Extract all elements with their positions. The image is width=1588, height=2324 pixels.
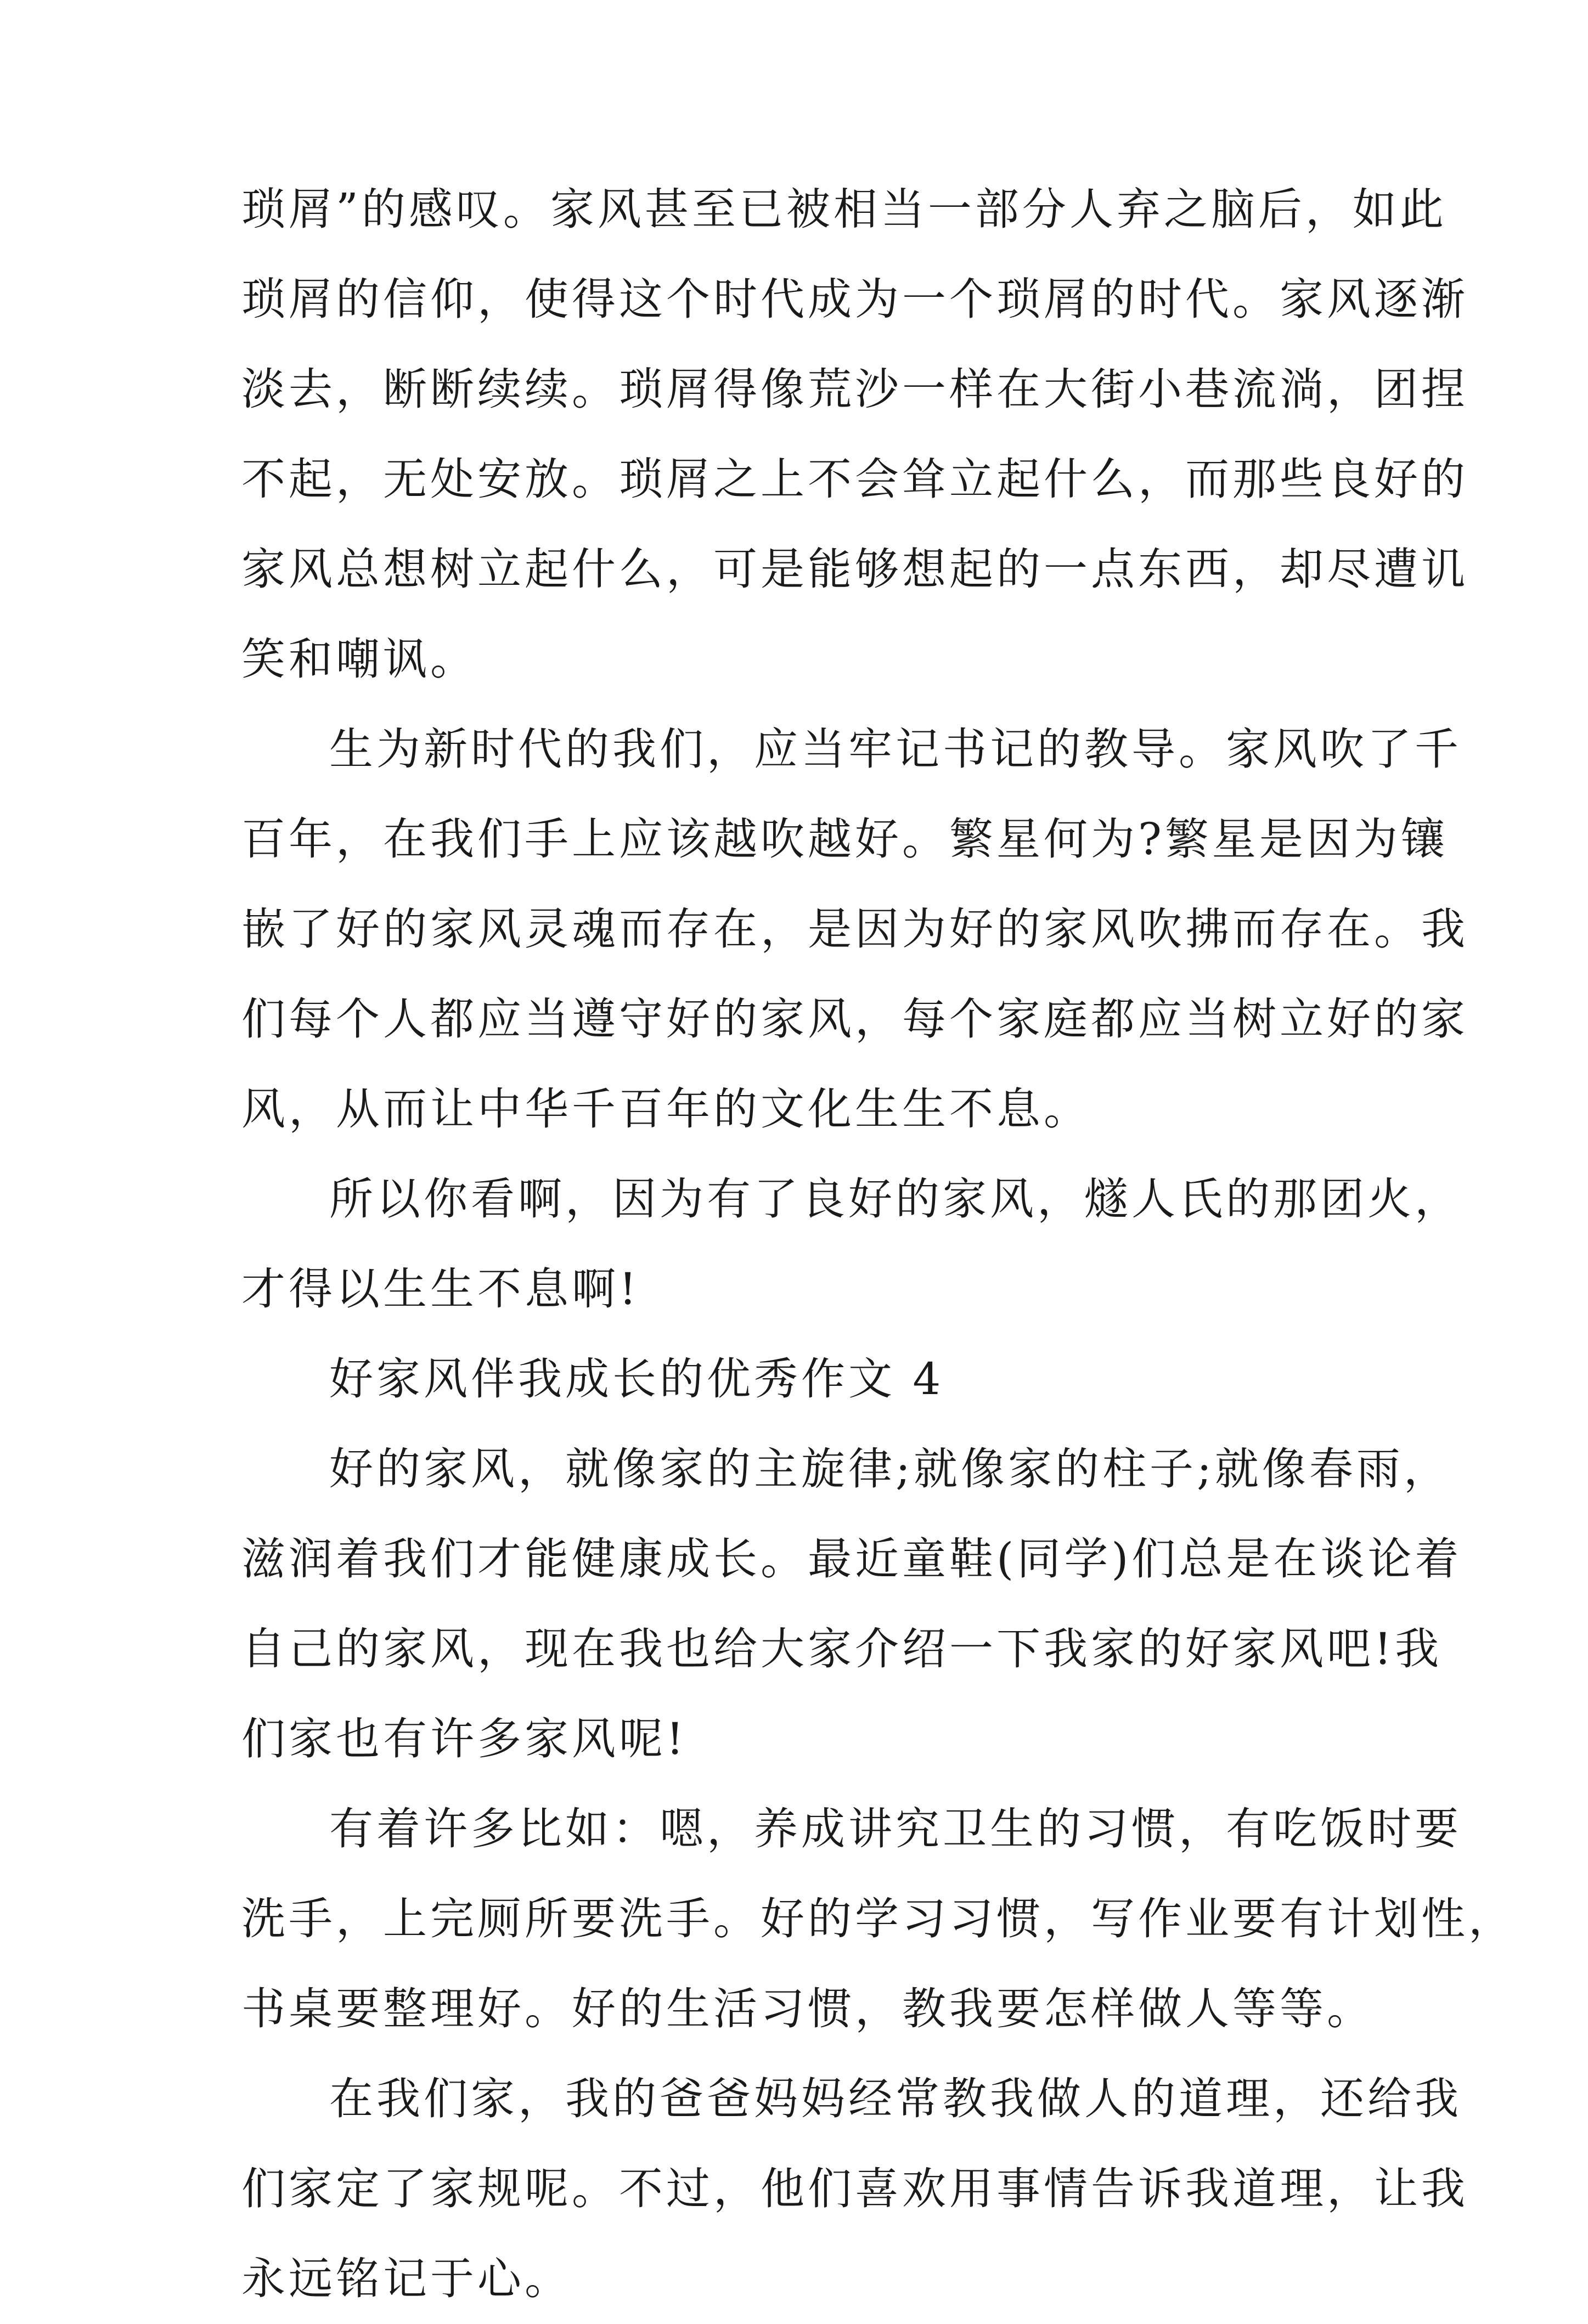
text-line: 有着许多比如：嗯，养成讲究卫生的习惯，有吃饭时要 bbox=[329, 1803, 1462, 1854]
paragraph bbox=[241, 1424, 1462, 1784]
text-line: 们家定了家规呢。不过，他们喜欢用事情告诉我道理，让我 bbox=[241, 2163, 1468, 2214]
text-line: 们家也有许多家风呢! bbox=[241, 1713, 688, 1764]
text-line: 生为新时代的我们，应当牢记书记的教导。家风吹了千 bbox=[329, 724, 1462, 775]
text-line: 才得以生生不息啊! bbox=[241, 1263, 640, 1315]
section-heading: 好家风伴我成长的优秀作文 4 bbox=[329, 1353, 944, 1404]
text-line: 好的家风，就像家的主旋律;就像家的柱子;就像春雨， bbox=[329, 1443, 1451, 1494]
text-line: 自己的家风，现在我也给大家介绍一下我家的好家风吧!我 bbox=[241, 1623, 1443, 1674]
text-line: 洗手，上完厕所要洗手。好的学习习惯，写作业要有计划性， bbox=[241, 1893, 1516, 1944]
text-line: 琐屑”的感叹。家风甚至已被相当一部分人弃之脑后，如此 bbox=[241, 184, 1447, 235]
text-line: 书桌要整理好。好的生活习惯，教我要怎样做人等等。 bbox=[241, 1983, 1374, 2034]
text-line: 们每个人都应当遵守好的家风，每个家庭都应当树立好的家 bbox=[241, 994, 1468, 1045]
paragraph bbox=[241, 2054, 1468, 2324]
text-line: 家风总想树立起什么，可是能够想起的一点东西，却尽遭讥 bbox=[241, 544, 1468, 595]
paragraph bbox=[241, 1784, 1516, 2054]
text-line: 在我们家，我的爸爸妈妈经常教我做人的道理，还给我 bbox=[329, 2073, 1462, 2124]
paragraph bbox=[241, 704, 1468, 1154]
paragraph bbox=[241, 1154, 1462, 1334]
document-body bbox=[241, 165, 1516, 2324]
text-line: 所以你看啊，因为有了良好的家风，燧人氏的那团火， bbox=[329, 1174, 1462, 1225]
paragraph bbox=[241, 165, 1468, 704]
text-line: 淡去，断断续续。琐屑得像荒沙一样在大街小巷流淌，团捏 bbox=[241, 364, 1468, 415]
text-line: 笑和嘲讽。 bbox=[241, 634, 477, 685]
text-line: 滋润着我们才能健康成长。最近童鞋(同学)们总是在谈论着 bbox=[241, 1533, 1462, 1584]
text-line: 百年，在我们手上应该越吹越好。繁星何为?繁星是因为镶 bbox=[241, 814, 1448, 865]
text-line: 嵌了好的家风灵魂而存在，是因为好的家风吹拂而存在。我 bbox=[241, 904, 1468, 955]
text-line: 不起，无处安放。琐屑之上不会耸立起什么，而那些良好的 bbox=[241, 454, 1468, 505]
text-line: 琐屑的信仰，使得这个时代成为一个琐屑的时代。家风逐渐 bbox=[241, 274, 1468, 325]
text-line: 永远铭记于心。 bbox=[241, 2253, 572, 2304]
text-line: 风，从而让中华千百年的文化生生不息。 bbox=[241, 1084, 1091, 1135]
